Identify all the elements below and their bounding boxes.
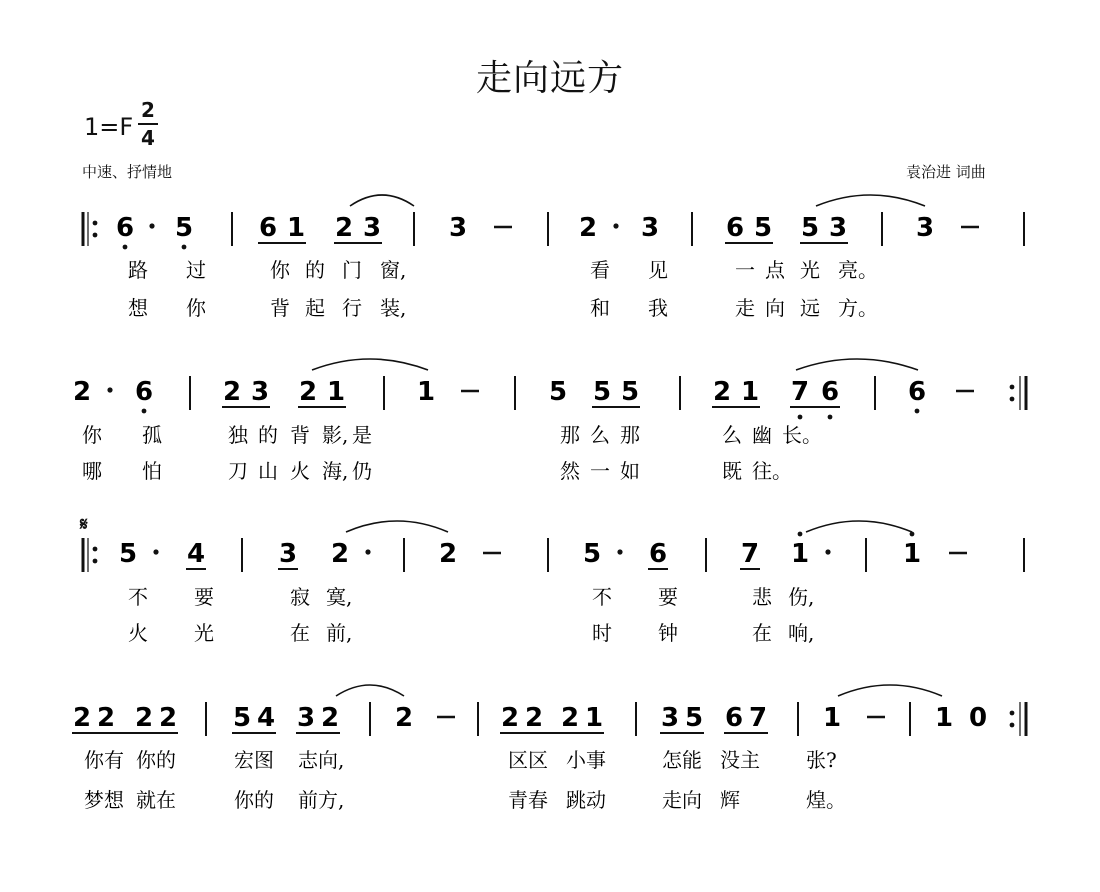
note: 1 [286, 213, 306, 243]
tie-slur [336, 685, 404, 696]
note: 6 [258, 213, 278, 243]
repeat-dot [1010, 723, 1015, 728]
tie-slur [796, 359, 918, 370]
note: 3 [250, 377, 270, 407]
lyricist-composer: 袁治进 词曲 [906, 163, 986, 181]
note: 2 [158, 703, 178, 733]
lyric-syllable: 海, [322, 459, 349, 483]
note: 1 [902, 539, 922, 569]
lyric-syllable: 你的 [136, 748, 176, 772]
lyric-syllable: 我 [648, 296, 668, 320]
tie-slur [346, 521, 448, 532]
lyric-syllable: 你 [82, 423, 102, 447]
upper-octave-dot [798, 532, 803, 537]
note: 1 [822, 703, 842, 733]
lyric-syllable: 悲 [752, 585, 772, 609]
lower-octave-dot [123, 245, 128, 250]
note: 1 [740, 377, 760, 407]
lyric-syllable: 你 [270, 258, 290, 282]
lyric-syllable: 一 [735, 258, 755, 282]
lyric-syllable: 没主 [720, 748, 760, 772]
note: 2 [72, 377, 92, 407]
lyric-syllable: 煌。 [806, 788, 846, 812]
lyric-syllable: 你的 [234, 788, 274, 812]
song-title: 走向远方 [475, 58, 624, 99]
lyric-syllable: 你 [186, 296, 206, 320]
lyric-syllable: 仍 [352, 459, 372, 483]
note: 5 [620, 377, 640, 407]
lyric-syllable: 响, [788, 621, 815, 645]
note: 2 [96, 703, 116, 733]
augmentation-dot [107, 387, 112, 392]
lyric-syllable: 向 [765, 296, 785, 320]
lyric-syllable: 怎能 [662, 748, 702, 772]
lyric-syllable: 你有 [84, 748, 124, 772]
lower-octave-dot [828, 415, 833, 420]
lower-octave-dot [142, 409, 147, 414]
lyric-syllable: 么 [590, 423, 610, 447]
lyric-syllable: 是 [352, 423, 372, 447]
lyric-syllable: 一 [590, 459, 610, 483]
lower-octave-dot [798, 415, 803, 420]
lyric-syllable: 伤, [788, 585, 815, 609]
augmentation-dot [617, 549, 622, 554]
lyric-syllable: 不 [128, 585, 148, 609]
lyric-syllable: 张? [806, 748, 837, 772]
note: 2 [134, 703, 154, 733]
repeat-dot [1010, 711, 1015, 716]
lyric-syllable: 要 [658, 585, 678, 609]
lyric-syllable: 如 [620, 459, 640, 483]
note: 3 [640, 213, 660, 243]
lyric-syllable: 路 [128, 258, 148, 282]
note: 6 [724, 703, 744, 733]
tie-slur [806, 521, 912, 532]
note: 3 [448, 213, 468, 243]
note: 3 [296, 703, 316, 733]
repeat-dot [1010, 397, 1015, 402]
lyric-syllable: 辉 [720, 788, 740, 812]
note: 2 [334, 213, 354, 243]
time-signature-bottom: 4 [141, 126, 155, 150]
lyric-syllable: 背 [270, 296, 290, 320]
lyric-syllable: 见 [648, 258, 668, 282]
lyric-syllable: 光 [194, 621, 214, 645]
note: 3 [828, 213, 848, 243]
lyric-syllable: 刀 [228, 459, 248, 483]
upper-octave-dot [910, 532, 915, 537]
lyric-syllable: 和 [590, 296, 610, 320]
lyric-syllable: 的 [305, 258, 325, 282]
augmentation-dot [825, 549, 830, 554]
lyric-syllable: 装, [380, 296, 407, 320]
lyric-syllable: 过 [186, 258, 206, 282]
lyric-syllable: 然 [560, 459, 580, 483]
note: 2 [560, 703, 580, 733]
lyric-syllable: 方。 [838, 296, 878, 320]
note: 5 [582, 539, 602, 569]
lyric-syllable: 小事 [566, 748, 606, 772]
repeat-dot [1010, 385, 1015, 390]
note: 6 [134, 377, 154, 407]
note: 2 [72, 703, 92, 733]
note: 6 [907, 377, 927, 407]
lyric-syllable: 哪 [82, 459, 102, 483]
note: 4 [256, 703, 276, 733]
note: 4 [186, 539, 206, 569]
note: 2 [500, 703, 520, 733]
tie-slur [816, 195, 925, 206]
note: 3 [362, 213, 382, 243]
note: 6 [725, 213, 745, 243]
lyric-syllable: 要 [194, 585, 214, 609]
lyric-syllable: 远 [800, 296, 820, 320]
note: 3 [278, 539, 298, 569]
lyric-syllable: 既 [722, 459, 742, 483]
augmentation-dot [153, 549, 158, 554]
note: 2 [524, 703, 544, 733]
lyric-syllable: 往。 [752, 459, 792, 483]
note: 1 [790, 539, 810, 569]
lyric-syllable: 走 [735, 296, 755, 320]
lyric-syllable: 在 [752, 621, 772, 645]
lyric-syllable: 独 [228, 423, 248, 447]
lyric-syllable: 行 [342, 296, 362, 320]
lyric-syllable: 前方, [298, 788, 345, 812]
lyric-syllable: 志向, [298, 748, 345, 772]
segno-sign: 𝄋 [80, 514, 88, 535]
lyric-syllable: 点 [765, 258, 785, 282]
lyric-syllable: 亮。 [838, 258, 878, 282]
lyric-syllable: 区区 [508, 748, 548, 772]
note: 2 [394, 703, 414, 733]
lyric-syllable: 孤 [142, 423, 162, 447]
lyric-syllable: 火 [128, 621, 148, 645]
repeat-dot [93, 559, 98, 564]
note: 5 [753, 213, 773, 243]
lyric-syllable: 么 [722, 423, 742, 447]
tempo-marking: 中速、抒情地 [82, 163, 173, 181]
note: 1 [934, 703, 954, 733]
lyric-syllable: 起 [305, 296, 325, 320]
lyric-syllable: 长。 [782, 423, 822, 447]
note: 6 [115, 213, 135, 243]
note: 1 [584, 703, 604, 733]
lower-octave-dot [915, 409, 920, 414]
note: 2 [438, 539, 458, 569]
lyric-syllable: 前, [326, 621, 353, 645]
note: 2 [320, 703, 340, 733]
lyric-syllable: 怕 [142, 459, 162, 483]
lyric-syllable: 梦想 [84, 788, 124, 812]
lyric-syllable: 寂 [290, 585, 310, 609]
lyric-syllable: 不 [592, 585, 612, 609]
note: 2 [712, 377, 732, 407]
note: 1 [326, 377, 346, 407]
tie-slur [312, 359, 428, 370]
lyric-syllable: 时 [592, 621, 612, 645]
note: 3 [915, 213, 935, 243]
lyric-syllable: 寞, [326, 585, 353, 609]
lyric-syllable: 幽 [752, 423, 772, 447]
note: 2 [330, 539, 350, 569]
note: 6 [820, 377, 840, 407]
note: 2 [298, 377, 318, 407]
lyric-syllable: 那 [560, 423, 580, 447]
note: 5 [548, 377, 568, 407]
lyric-syllable: 山 [258, 459, 278, 483]
repeat-dot [93, 233, 98, 238]
note: 3 [660, 703, 680, 733]
note: 7 [740, 539, 760, 569]
augmentation-dot [365, 549, 370, 554]
note: 5 [174, 213, 194, 243]
time-signature-top: 2 [141, 98, 155, 122]
lyric-syllable: 走向 [662, 788, 702, 812]
lyric-syllable: 就在 [136, 788, 176, 812]
note: 7 [790, 377, 810, 407]
lyric-syllable: 影, [322, 423, 349, 447]
lyric-syllable: 火 [290, 459, 310, 483]
tie-slur [838, 685, 942, 696]
lyric-syllable: 背 [290, 423, 310, 447]
lyric-syllable: 青春 [508, 788, 548, 812]
lower-octave-dot [182, 245, 187, 250]
lyric-syllable: 的 [258, 423, 278, 447]
note: 0 [968, 703, 988, 733]
note: 1 [416, 377, 436, 407]
note: 5 [800, 213, 820, 243]
note: 5 [592, 377, 612, 407]
tie-slur [350, 195, 414, 206]
note: 5 [232, 703, 252, 733]
augmentation-dot [613, 223, 618, 228]
note: 2 [222, 377, 242, 407]
note: 2 [578, 213, 598, 243]
lyric-syllable: 那 [620, 423, 640, 447]
lyric-syllable: 门 [342, 258, 362, 282]
lyric-syllable: 钟 [658, 621, 678, 645]
key-signature: 1=F [84, 113, 134, 141]
lyric-syllable: 在 [290, 621, 310, 645]
lyric-syllable: 窗, [380, 258, 407, 282]
repeat-dot [93, 221, 98, 226]
repeat-dot [93, 547, 98, 552]
note: 7 [748, 703, 768, 733]
note: 5 [118, 539, 138, 569]
augmentation-dot [149, 223, 154, 228]
note: 6 [648, 539, 668, 569]
lyric-syllable: 想 [128, 296, 148, 320]
note: 5 [684, 703, 704, 733]
lyric-syllable: 光 [800, 258, 820, 282]
lyric-syllable: 看 [590, 258, 610, 282]
lyric-syllable: 跳动 [566, 788, 606, 812]
lyric-syllable: 宏图 [234, 748, 274, 772]
